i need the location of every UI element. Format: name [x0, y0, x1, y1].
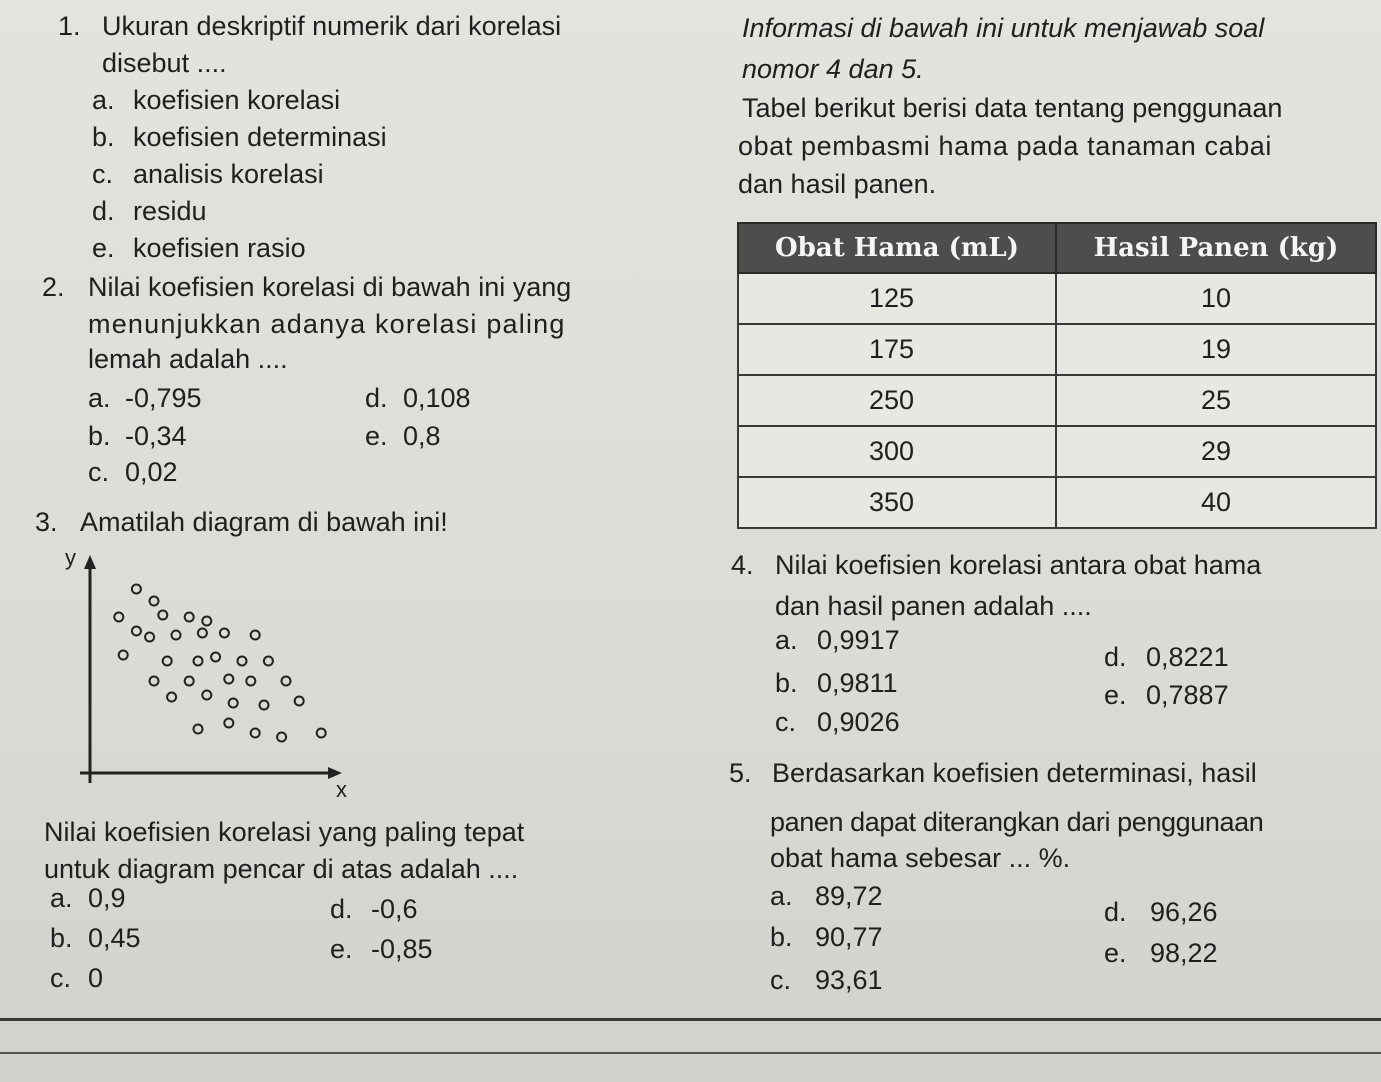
q3-option-e-letter: e. [330, 934, 353, 964]
q3-option-c-letter: c. [50, 963, 72, 993]
q1-option-a-letter: a. [92, 85, 115, 115]
table-cell-obat: 350 [738, 477, 1056, 528]
scatter-point [317, 729, 326, 738]
info-desc-line1: Tabel berikut berisi data tentang penggunaan [742, 93, 1283, 123]
table-cell-panen: 19 [1056, 324, 1376, 375]
q4-option-d-letter: d. [1104, 642, 1127, 672]
q3-option-e: -0,85 [371, 934, 433, 964]
q1-option-d: residu [133, 196, 207, 226]
y-axis-label: y [65, 545, 76, 570]
q5-option-b: 90,77 [815, 922, 883, 952]
scatter-point [238, 657, 247, 666]
scatter-point [150, 677, 159, 686]
info-heading-line1: Informasi di bawah ini untuk menjawab soal [742, 13, 1265, 43]
q2-option-e: 0,8 [403, 421, 441, 451]
q4-option-b: 0,9811 [817, 668, 898, 698]
q3-stem: Amatilah diagram di bawah ini! [80, 507, 448, 537]
q5-option-e-letter: e. [1104, 938, 1127, 968]
q3-option-a: 0,9 [88, 883, 126, 913]
scatter-point [277, 733, 286, 742]
q5-stem-line3: obat hama sebesar ... %. [770, 843, 1071, 873]
table-cell-obat: 125 [738, 273, 1056, 324]
table-row [738, 375, 1376, 426]
q4-option-b-letter: b. [775, 668, 798, 698]
table-header-hasil-panen: Hasil Panen (kg) [1056, 223, 1376, 273]
q5-option-a-letter: a. [770, 881, 793, 911]
q4-option-c-letter: c. [775, 707, 797, 737]
q1-option-b-letter: b. [92, 122, 115, 152]
q5-stem-line1: Berdasarkan koefisien determinasi, hasil [772, 758, 1257, 788]
q5-option-a: 89,72 [815, 881, 883, 911]
q4-number: 4. [731, 550, 754, 580]
scatter-points [114, 585, 325, 742]
q1-option-b: koefisien determinasi [133, 122, 387, 152]
q5-number: 5. [729, 758, 752, 788]
q3-option-a-letter: a. [50, 883, 73, 913]
scatter-point [132, 585, 141, 594]
info-desc-line3: dan hasil panen. [738, 169, 937, 199]
q4-option-e: 0,7887 [1146, 680, 1229, 710]
table-cell-obat: 175 [738, 324, 1056, 375]
q2-option-c: 0,02 [125, 457, 178, 487]
q4-stem-line2: dan hasil panen adalah .... [775, 591, 1092, 621]
table-header-obat-hama: Obat Hama (mL) [738, 223, 1056, 273]
q4-option-a: 0,9917 [817, 625, 900, 655]
scatter-point [264, 657, 273, 666]
scatter-point [194, 725, 203, 734]
scatter-point [224, 719, 233, 728]
scatter-point [229, 699, 238, 708]
scatter-point [282, 677, 291, 686]
scatter-point [132, 627, 141, 636]
scatter-point [211, 653, 220, 662]
q2-option-e-letter: e. [365, 421, 388, 451]
table-row [738, 324, 1376, 375]
scatter-point [202, 617, 211, 626]
q5-option-d-letter: d. [1104, 897, 1127, 927]
q1-option-c: analisis korelasi [133, 159, 324, 189]
q2-option-b: -0,34 [125, 421, 187, 451]
q1-option-e: koefisien rasio [133, 233, 306, 263]
scatter-point [194, 657, 203, 666]
q5-option-c-letter: c. [770, 965, 792, 995]
info-desc-line2: obat pembasmi hama pada tanaman cabai [738, 131, 1273, 161]
q2-stem-line1: Nilai koefisien korelasi di bawah ini yang [88, 272, 572, 302]
q5-option-b-letter: b. [770, 922, 793, 952]
table-header-row [738, 223, 1376, 273]
q2-option-d: 0,108 [403, 383, 471, 413]
scatter-point [158, 611, 167, 620]
q5-stem-line2: panen dapat diterangkan dari penggunaan [770, 807, 1264, 837]
q2-option-b-letter: b. [88, 421, 111, 451]
scatter-point [145, 633, 154, 642]
table-cell-obat: 300 [738, 426, 1056, 477]
q3-option-b-letter: b. [50, 923, 73, 953]
scatter-point [260, 701, 269, 710]
scatter-plot [65, 545, 370, 802]
scatter-point [251, 729, 260, 738]
q2-stem-line2: menunjukkan adanya korelasi paling [88, 309, 566, 339]
q3-number: 3. [35, 507, 58, 537]
scatter-point [167, 693, 176, 702]
q1-option-a: koefisien korelasi [133, 85, 341, 115]
y-axis-arrow [84, 555, 96, 569]
q3-after-line2: untuk diagram pencar di atas adalah .... [44, 854, 519, 884]
q2-option-c-letter: c. [88, 457, 110, 487]
q1-option-e-letter: e. [92, 233, 115, 263]
table-cell-panen: 25 [1056, 375, 1376, 426]
table-cell-panen: 29 [1056, 426, 1376, 477]
table-row [738, 273, 1376, 324]
q4-option-a-letter: a. [775, 625, 798, 655]
q2-stem-line3: lemah adalah .... [88, 344, 288, 374]
q2-option-a: -0,795 [125, 383, 202, 413]
q5-option-e: 98,22 [1150, 938, 1218, 968]
q5-option-d: 96,26 [1150, 897, 1218, 927]
q3-option-c: 0 [88, 963, 104, 993]
q1-option-d-letter: d. [92, 196, 115, 226]
table-row [738, 426, 1376, 477]
q3-option-d: -0,6 [371, 894, 418, 924]
scatter-point [295, 697, 304, 706]
scatter-point [220, 629, 229, 638]
q3-after-line1: Nilai koefisien korelasi yang paling tepat [44, 817, 525, 847]
q4-option-c: 0,9026 [817, 707, 900, 737]
q2-option-d-letter: d. [365, 383, 388, 413]
scatter-point [163, 657, 172, 666]
q4-option-d: 0,8221 [1146, 642, 1229, 672]
scatter-point [114, 613, 123, 622]
scatter-point [185, 613, 194, 622]
q1-stem-line1: Ukuran deskriptif numerik dari korelasi [102, 11, 562, 41]
info-heading-line2: nomor 4 dan 5. [742, 54, 924, 84]
scatter-point [246, 677, 255, 686]
scatter-point [202, 691, 211, 700]
scatter-point [251, 631, 260, 640]
q5-option-c: 93,61 [815, 965, 883, 995]
q3-option-d-letter: d. [330, 894, 353, 924]
q2-number: 2. [42, 272, 65, 302]
page-bottom-rule-2 [0, 1052, 1381, 1054]
q4-option-e-letter: e. [1104, 680, 1127, 710]
scatter-point [172, 631, 181, 640]
table-cell-panen: 40 [1056, 477, 1376, 528]
q2-option-a-letter: a. [88, 383, 111, 413]
q1-number: 1. [58, 11, 81, 41]
q4-stem-line1: Nilai koefisien korelasi antara obat hama [775, 550, 1262, 580]
table-cell-panen: 10 [1056, 273, 1376, 324]
scatter-point [119, 651, 128, 660]
page-bottom-rule [0, 1018, 1381, 1021]
q3-option-b: 0,45 [88, 923, 141, 953]
x-axis-label: x [336, 777, 347, 802]
table-cell-obat: 250 [738, 375, 1056, 426]
scatter-point [185, 677, 194, 686]
q1-option-c-letter: c. [92, 159, 114, 189]
table-row [738, 477, 1376, 528]
scatter-point [224, 675, 233, 684]
scatter-point [198, 629, 207, 638]
q1-stem-line2: disebut .... [102, 48, 227, 78]
data-table [737, 222, 1377, 529]
scatter-point [150, 597, 159, 606]
